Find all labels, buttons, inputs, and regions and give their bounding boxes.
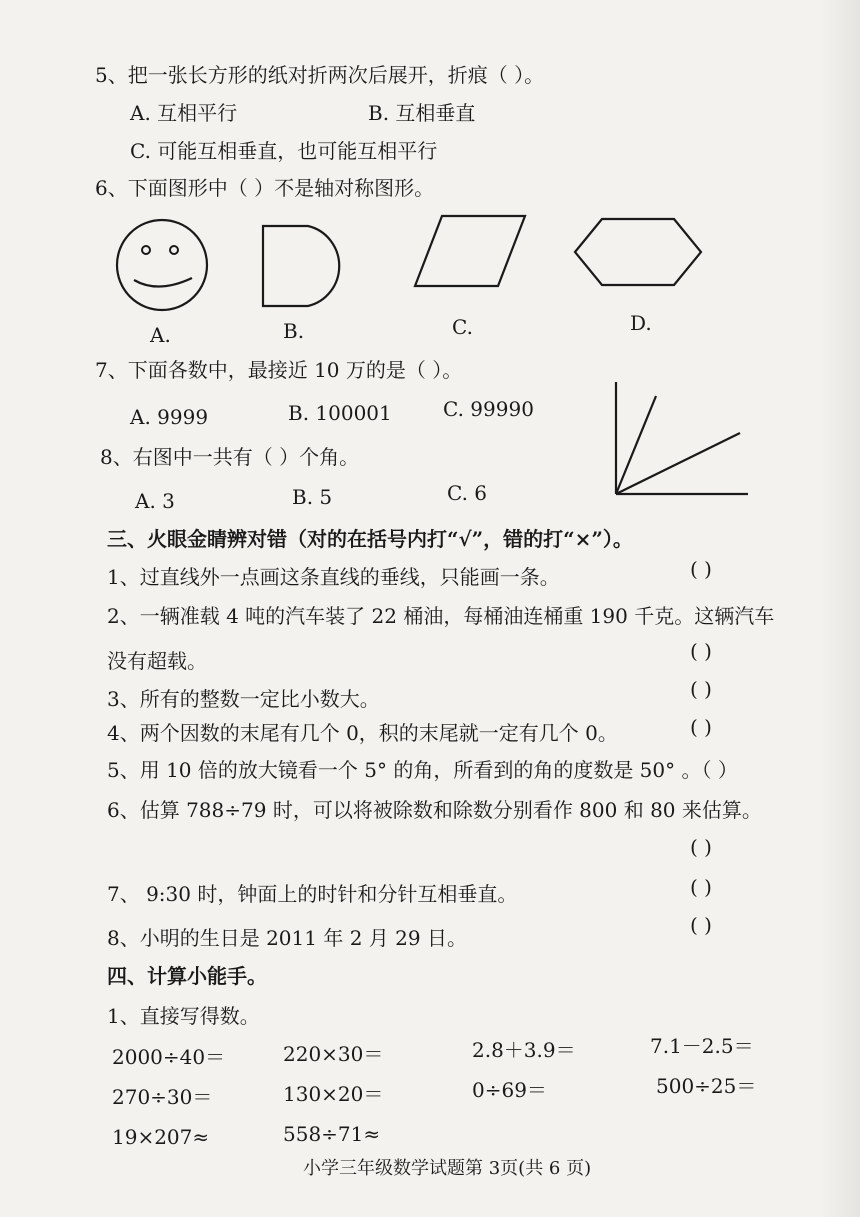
- calc-item: 558÷71≈: [283, 1122, 381, 1146]
- judge-item-6: 6、估算 788÷79 时，可以将被除数和除数分别看作 800 和 80 来估算。: [107, 798, 762, 822]
- section4-sub1: 1、直接写得数。: [107, 1004, 260, 1028]
- calc-item: 500÷25＝: [656, 1074, 757, 1098]
- section3-title: 三、火眼金睛辨对错（对的在括号内打“√”，错的打“×”）。: [107, 527, 633, 551]
- q6-label-a: A.: [150, 323, 171, 347]
- q6-label-c: C.: [452, 315, 473, 339]
- smiley-face-figure: [112, 216, 212, 314]
- q5-option-a: A. 互相平行: [130, 101, 238, 125]
- angle-rays-figure: [600, 378, 750, 500]
- judge-paren-3[interactable]: ( ): [690, 677, 712, 701]
- q8-stem: 8、右图中一共有（ ）个角。: [100, 445, 360, 469]
- hexagon-figure: [570, 214, 706, 290]
- q8-option-c: C. 6: [447, 481, 488, 505]
- q7-option-a: A. 9999: [130, 405, 209, 429]
- judge-paren-6[interactable]: ( ): [690, 835, 712, 859]
- calc-item: 220×30＝: [283, 1042, 384, 1066]
- q5-option-b: B. 互相垂直: [368, 101, 476, 125]
- calc-item: 2.8＋3.9＝: [472, 1038, 576, 1062]
- calc-item: 2000÷40＝: [112, 1045, 226, 1069]
- q8-option-b: B. 5: [292, 485, 333, 509]
- judge-item-8: 8、小明的生日是 2011 年 2 月 29 日。: [107, 926, 467, 950]
- judge-item-7: 7、 9:30 时，钟面上的时针和分针互相垂直。: [107, 882, 518, 906]
- q7-stem: 7、下面各数中，最接近 10 万的是（ ）。: [95, 358, 463, 382]
- q7-option-b: B. 100001: [288, 401, 392, 425]
- section4-title: 四、计算小能手。: [107, 964, 267, 988]
- calc-item: 130×20＝: [283, 1082, 384, 1106]
- judge-paren-8[interactable]: ( ): [690, 913, 712, 937]
- judge-item-2: 2、一辆准载 4 吨的汽车装了 22 桶油，每桶油连桶重 190 千克。这辆汽车: [107, 604, 775, 628]
- q5-option-c: C. 可能互相垂直，也可能互相平行: [130, 139, 438, 163]
- q7-option-c: C. 99990: [443, 397, 534, 421]
- calc-item: 270÷30＝: [112, 1085, 213, 1109]
- q6-stem: 6、下面图形中（ ）不是轴对称图形。: [95, 176, 435, 200]
- judge-paren-2[interactable]: ( ): [690, 639, 712, 663]
- parallelogram-figure: [410, 210, 530, 292]
- q8-option-a: A. 3: [135, 489, 175, 513]
- q6-label-b: B.: [283, 319, 305, 343]
- page-footer: 小学三年级数学试题第 3页(共 6 页): [303, 1158, 592, 1179]
- scan-edge-shadow: [820, 0, 860, 1217]
- calc-item: 0÷69＝: [472, 1078, 547, 1102]
- q5-stem: 5、把一张长方形的纸对折两次后展开，折痕（ ）。: [95, 63, 545, 87]
- judge-item-1: 1、过直线外一点画这条直线的垂线，只能画一条。: [107, 565, 560, 589]
- calc-item: 7.1－2.5＝: [650, 1034, 754, 1058]
- d-shape-figure: [258, 222, 350, 310]
- judge-paren-1[interactable]: ( ): [690, 557, 712, 581]
- q6-label-d: D.: [630, 311, 652, 335]
- judge-item-5: 5、用 10 倍的放大镜看一个 5° 的角，所看到的角的度数是 50° 。（ ）: [107, 758, 738, 782]
- calc-item: 19×207≈: [112, 1125, 210, 1149]
- judge-paren-4[interactable]: ( ): [690, 715, 712, 739]
- judge-item-3: 3、所有的整数一定比小数大。: [107, 687, 380, 711]
- judge-paren-7[interactable]: ( ): [690, 875, 712, 899]
- judge-item-2-cont: 没有超载。: [107, 649, 207, 673]
- judge-item-4: 4、两个因数的末尾有几个 0，积的末尾就一定有几个 0。: [107, 721, 618, 745]
